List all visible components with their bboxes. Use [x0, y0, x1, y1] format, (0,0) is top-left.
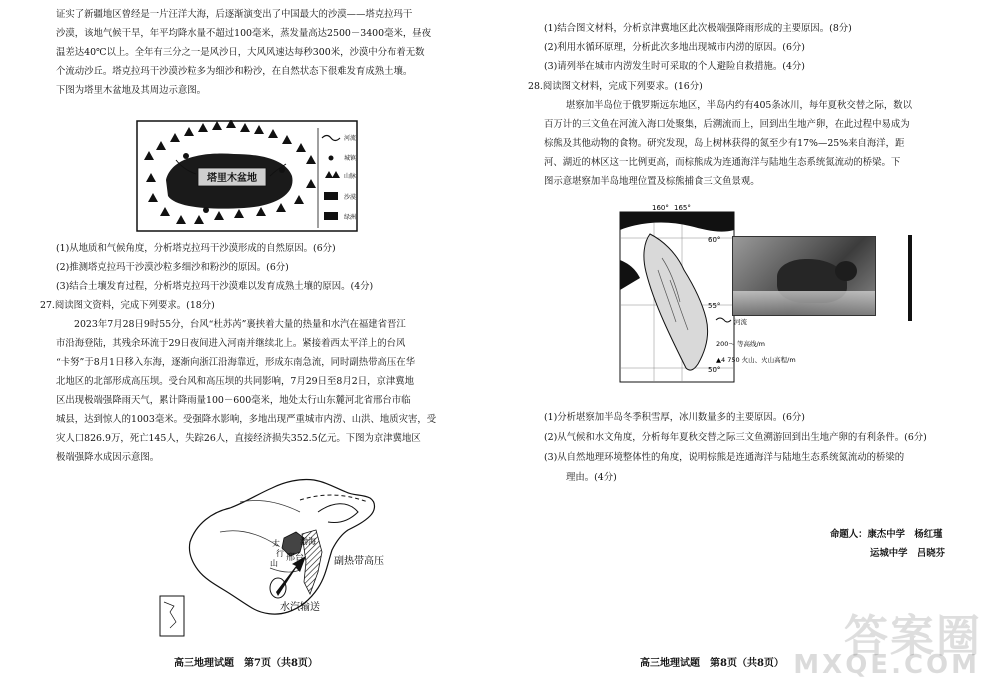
q28-heading: 28.阅读图文材料，完成下列要求。(16分) — [528, 81, 703, 92]
svg-text:城镇: 城镇 — [344, 155, 357, 162]
brown-bear-photo — [732, 236, 876, 316]
legend-volcano: ▲4 750 火山、火山高程/m — [716, 356, 796, 364]
moisture-label: 水汽输送 — [280, 602, 320, 613]
svg-text:太: 太 — [272, 539, 280, 548]
watermark-logo: 答案圈 — [844, 611, 982, 662]
svg-text:行: 行 — [276, 549, 284, 558]
svg-text:山: 山 — [270, 559, 278, 568]
q28-sub-2: (2)从气候和水文角度，分析每年夏秋交替之际三文鱼溯游回到出生地产卵的有利条件。(6分) — [544, 432, 927, 443]
page-8 — [500, 0, 1000, 693]
watermark-url: MXQE.COM — [793, 650, 980, 680]
q26-3: (3)结合土壤发育过程，分析塔克拉玛干沙漠难以发育成熟土壤的原因。(4分) — [56, 281, 374, 292]
svg-text:绿洲: 绿洲 — [344, 214, 357, 221]
q28-sub-3: (3)从自然地理环境整体性的角度，说明棕熊是连通海洋与陆地生态系统氮流动的桥梁的 — [544, 452, 905, 463]
svg-text:河流: 河流 — [344, 135, 357, 142]
author-1: 命题人：康杰中学 杨红瑾 — [830, 529, 943, 540]
q28-line-1: 堪察加半岛位于俄罗斯远东地区，半岛内约有405条冰川，每年夏秋交替之际，数以 — [566, 100, 913, 111]
q27-line-3: “卡努”于8月1日移入东海，逐渐向浙江沿海靠近，形成东南急流，同时副热带高压在华 — [56, 357, 416, 368]
q27-line-7: 灾人口826.9万，死亡145人，失踪26人，直接经济损失352.5亿元。下图为京津冀地区 — [56, 433, 421, 444]
q28-line-3: 棕熊及其他动物的食物。研究发现，岛上树林获得的氮至少有17%—25%来自海洋，距 — [544, 138, 905, 149]
black-bar — [908, 235, 912, 321]
svg-text:山脉: 山脉 — [344, 173, 357, 180]
china-rainstorm-map — [150, 472, 400, 642]
page-7-footer: 高三地理试题 第7页（共8页） — [174, 658, 318, 669]
q27-line-4: 北地区的北部形成高压坝。受台风和高压坝的共同影响，7月29日至8月2日，京津冀地 — [56, 376, 414, 387]
svg-text:160°: 160° — [652, 204, 669, 212]
q27-line-8: 极端强降水成因示意图。 — [56, 452, 160, 463]
q27-sub-2: (2)利用水循环原理，分析此次多地出现城市内涝的原因。(6分) — [544, 42, 805, 53]
q28-line-2: 百万计的三文鱼在河流入海口处聚集，后溯流而上，回到出生地产卵，在此过程中易成为 — [544, 119, 910, 130]
svg-text:60°: 60° — [708, 236, 721, 244]
bohai-label: 渤海 — [300, 537, 316, 546]
q26-2: (2)推测塔克拉玛干沙漠沙粒多细沙和粉沙的原因。(6分) — [56, 262, 289, 273]
q28-line-5: 图示意堪察加半岛地理位置及棕熊捕食三文鱼景观。 — [544, 176, 760, 187]
q28-sub-1: (1)分析堪察加半岛冬季积雪厚，冰川数量多的主要原因。(6分) — [544, 412, 805, 423]
intro-line-5: 下图为塔里木盆地及其周边示意图。 — [56, 85, 207, 96]
q28-line-4: 河、湖近的林区这一比例更高，而棕熊成为连通海洋与陆地生态系统氮流动的桥梁。下 — [544, 157, 901, 168]
subtropical-high-label: 副热带高压 — [334, 556, 384, 567]
svg-text:沙漠: 沙漠 — [344, 194, 357, 201]
basin-label: 塔里木盆地 — [207, 173, 257, 184]
svg-text:55°: 55° — [708, 302, 721, 310]
q26-1: (1)从地质和气候角度，分析塔克拉玛干沙漠形成的自然原因。(6分) — [56, 243, 336, 254]
river-water — [733, 291, 875, 315]
svg-text:50°: 50° — [708, 366, 721, 374]
intro-line-2: 沙漠，该地气候干旱，年平均降水量不超过100毫米，蒸发量高达2500－3400毫米，昼夜 — [56, 28, 431, 39]
intro-line-4: 个流动沙丘。塔克拉玛干沙漠沙粒多为细沙和粉沙，在自然状态下很难发育成熟土壤。 — [56, 66, 413, 77]
q27-line-1: 2023年7月28日9时55分，台风“杜苏芮”裹挟着大量的热量和水汽在福建省晋江 — [74, 319, 406, 330]
q27-line-2: 市沿海登陆，其残余环流于29日夜间进入河南并继续北上。紧接着西太平洋上的台风 — [56, 338, 406, 349]
intro-line-3: 温差达40℃以上。全年有三分之一是风沙日，大风风速达每秒300米，沙漠中分布着无数 — [56, 47, 425, 58]
page-8-footer: 高三地理试题 第8页（共8页） — [640, 658, 784, 669]
q27-sub-1: (1)结合图文材料，分析京津冀地区此次极端强降雨形成的主要原因。(8分) — [544, 23, 852, 34]
q27-sub-3: (3)请列举在城市内涝发生时可采取的个人避险自救措施。(4分) — [544, 61, 805, 72]
intro-line-1: 证实了新疆地区曾经是一片汪洋大海，后逐渐演变出了中国最大的沙漠——塔克拉玛干 — [56, 9, 413, 20]
q27-heading: 27.阅读图文资料，完成下列要求。(18分) — [40, 300, 215, 311]
xingtai-label: 邢台 — [286, 553, 305, 563]
q28-sub-3-cont: 理由。(4分) — [566, 472, 617, 483]
tarim-basin-map — [136, 120, 358, 232]
legend-river: 河流 — [734, 318, 747, 326]
q27-line-5: 区出现极端强降雨天气，累计降雨量100－600毫米，地处太行山东麓河北省邢台市临 — [56, 395, 411, 406]
author-2: 运城中学 吕晓芬 — [870, 548, 946, 559]
legend-contour: 200～ 等高线/m — [716, 340, 765, 348]
q27-line-6: 城县，达到惊人的1003毫米。受强降水影响，多地出现严重城市内涝、山洪、地质灾害，受 — [56, 414, 437, 425]
svg-text:165°: 165° — [674, 204, 691, 212]
